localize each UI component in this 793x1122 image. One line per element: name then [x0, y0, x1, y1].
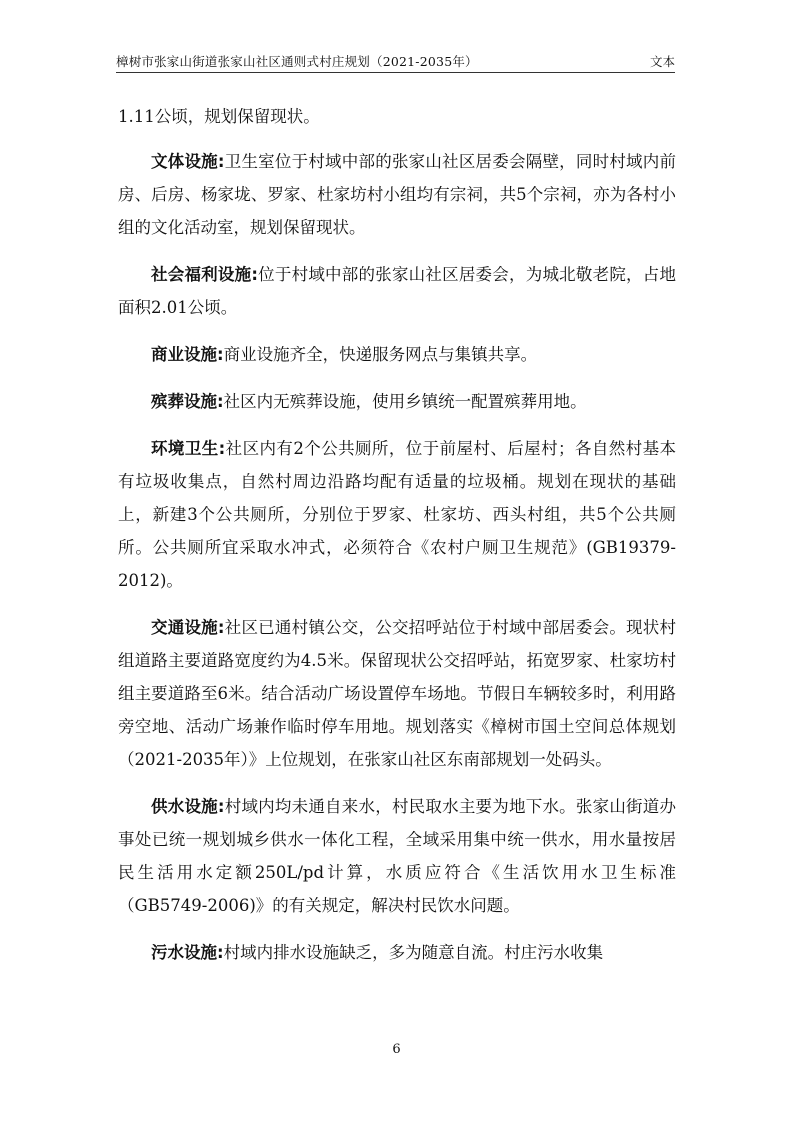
- paragraph-term: 交通设施:: [151, 618, 225, 637]
- paragraph-text: 商业设施齐全，快递服务网点与集镇共享。: [223, 345, 538, 364]
- paragraph-term: 环境卫生:: [151, 439, 226, 458]
- header-doc-type: 文本: [649, 54, 675, 69]
- paragraph-text: 社区内无殡葬设施，使用乡镇统一配置殡葬用地。: [223, 392, 587, 411]
- paragraph-text: 村域内排水设施缺乏，多为随意自流。村庄污水收集: [223, 943, 604, 962]
- paragraph-commercial-facilities: [118, 338, 676, 371]
- paragraph-transport-facilities: [118, 611, 676, 776]
- paragraph-term: 社会福利设施:: [151, 265, 258, 284]
- paragraph-welfare-facilities: [118, 258, 676, 324]
- paragraph-text: 村域内均未通自来水，村民取水主要为地下水。张家山街道办事处已统一规划城乡供水一体化工程，全域采用集中统一供水，用水量按居民生活用水定额250L/pd计算，水质应符合《生活饮用水卫生标准（GB5749-2006)》的有关规定，解决村民饮水问题。: [118, 797, 677, 915]
- paragraph-text: 社区内有2个公共厕所，位于前屋村、后屋村；各自然村基本有垃圾收集点，自然村周边沿路均配有适量的垃圾桶。规划在现状的基础上，新建3个公共厕所，分别位于罗家、杜家坊、西头村组，共5个公共厕所。公共厕所宜采取水冲式，必须符合《农村户厕卫生规范》(GB19379-2012)。: [118, 439, 676, 590]
- paragraph-text: 社区已通村镇公交，公交招呼站位于村域中部居委会。现状村组道路主要道路宽度约为4.5米。保留现状公交招呼站，拓宽罗家、杜家坊村组主要道路至6米。结合活动广场设置停车场地。节假日车辆较多时，利用路旁空地、活动广场兼作临时停车用地。规划落实《樟树市国土空间总体规划（2021-2035年）》上位规划，在张家山社区东南部规划一处码头。: [118, 618, 677, 769]
- page-header: [116, 50, 675, 73]
- paragraph-text: 1.11公顷，规划保留现状。: [118, 107, 320, 126]
- paragraph-funeral-facilities: [118, 385, 676, 418]
- document-body: [118, 100, 676, 983]
- paragraph-sanitation: [118, 432, 676, 597]
- header-title: 樟树市张家山街道张家山社区通则式村庄规划（2021-2035年）: [116, 54, 478, 69]
- paragraph-water-supply: [118, 790, 676, 922]
- paragraph-sewage-facilities: [118, 936, 676, 969]
- paragraph-cultural-facilities: [118, 145, 676, 244]
- page-number: 6: [392, 1042, 401, 1057]
- paragraph-term: 污水设施:: [151, 943, 224, 962]
- paragraph-continuation: [118, 100, 676, 133]
- paragraph-term: 供水设施:: [151, 797, 225, 816]
- paragraph-term: 殡葬设施:: [151, 392, 224, 411]
- paragraph-text: 位于村域中部的张家山社区居委会，为城北敬老院，占地面积2.01公顷。: [118, 265, 676, 317]
- paragraph-text: 卫生室位于村域中部的张家山社区居委会隔壁，同时村域内前房、后房、杨家垅、罗家、杜家坊村小组均有宗祠，共5个宗祠，亦为各村小组的文化活动室，规划保留现状。: [118, 152, 677, 237]
- paragraph-term: 文体设施:: [151, 152, 225, 171]
- paragraph-term: 商业设施:: [151, 345, 224, 364]
